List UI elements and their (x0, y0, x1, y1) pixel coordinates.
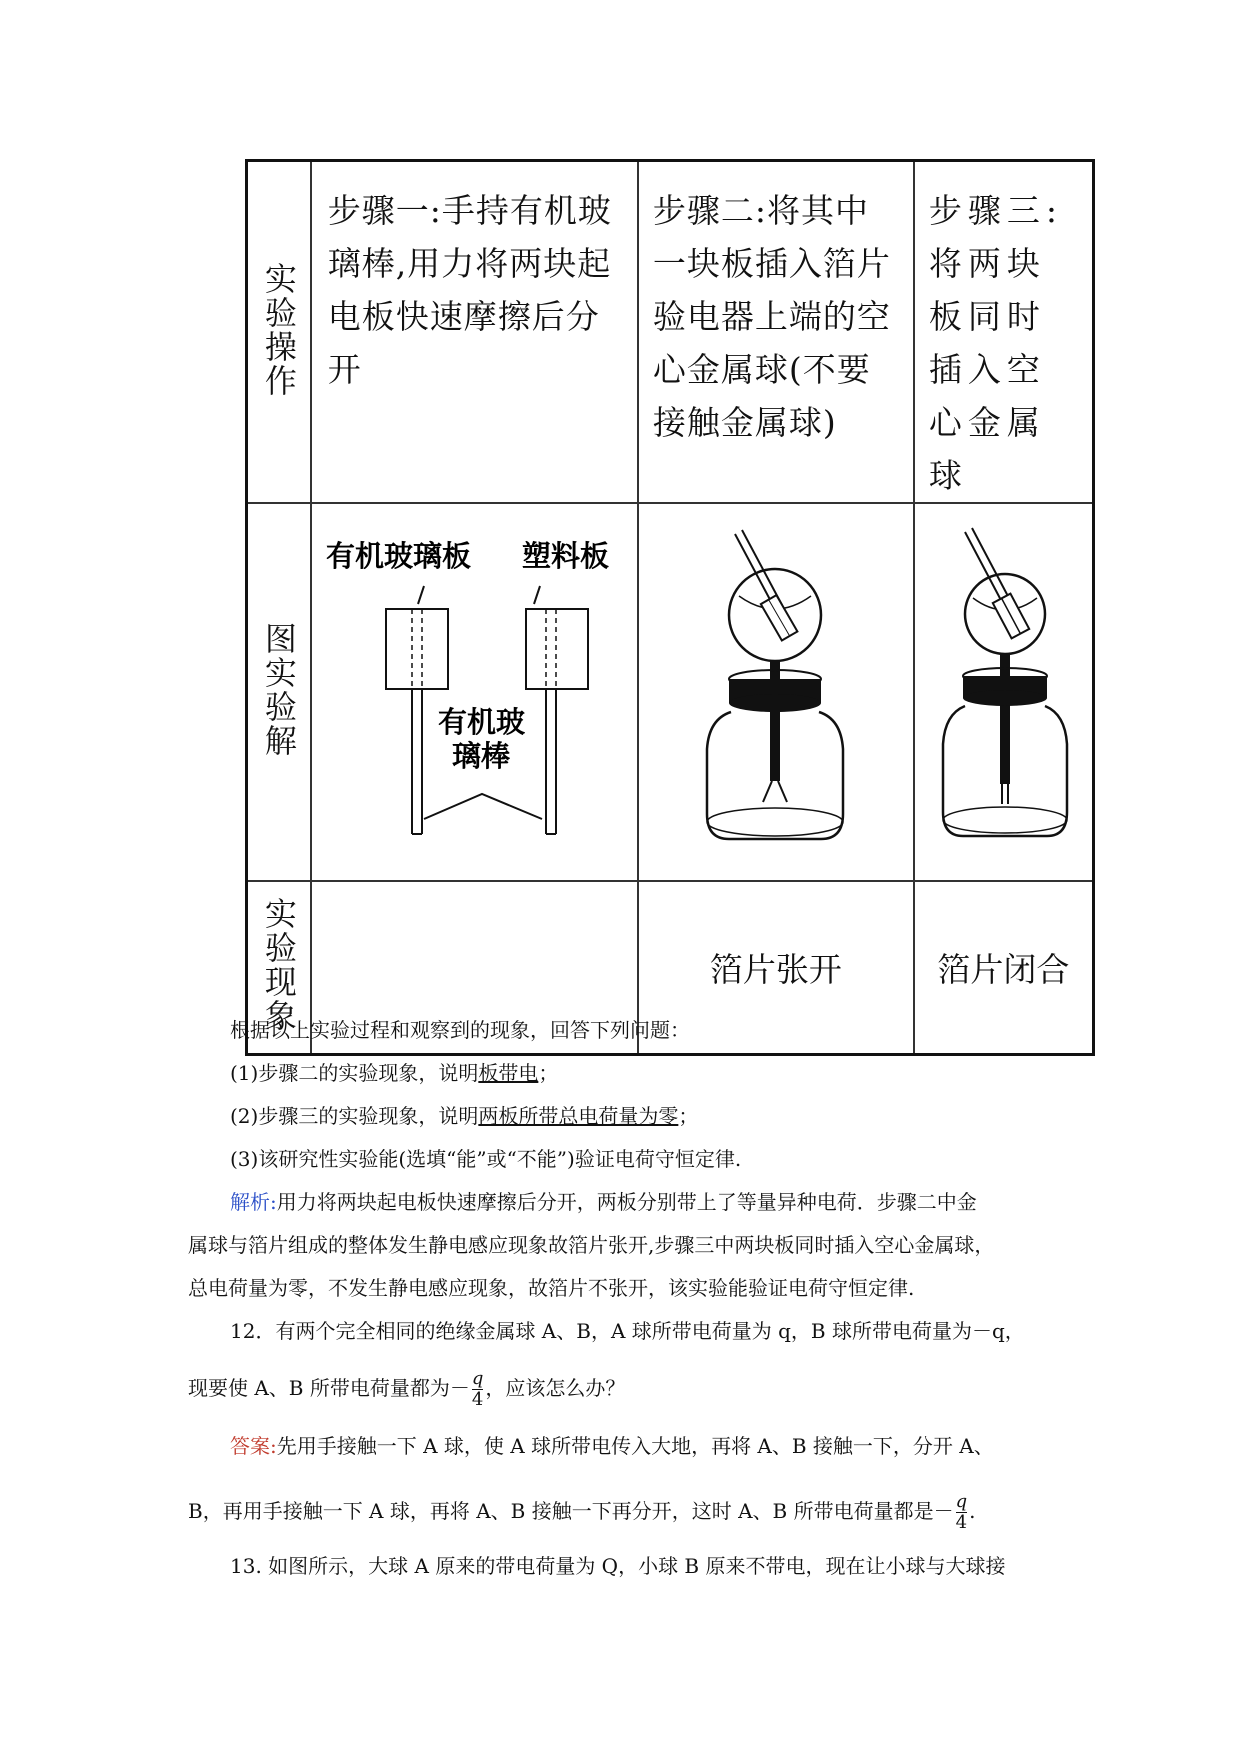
table-row-figure (247, 503, 1094, 881)
figure-plates-cell (311, 503, 638, 881)
step2-text: 步骤二:将其中一块板插入箔片验电器上端的空心金属球(不要接触金属球) (652, 191, 891, 442)
step2-cell (638, 161, 914, 504)
fraction-q-over-4: $\frac{q}{4}$ (471, 1368, 484, 1410)
step1-cell (311, 161, 638, 504)
analysis-line-3: 总电荷量为零，不发生静电感应现象，故箔片不张开，该实验能验证电荷守恒定律. (188, 1276, 915, 1300)
question-13-line-1: 13. 如图所示，大球 A 原来的带电荷量为 Q，小球 B 原来不带电，现在让小球与大球接 (230, 1554, 1006, 1578)
rod-label-line1: 有机玻 (437, 705, 525, 739)
row-header-figure: 图实验解 (247, 503, 311, 881)
plate2-label: 塑料板 (521, 539, 609, 573)
rod-label-line2: 璃棒 (451, 739, 510, 773)
step3-text: 步骤三:将两块板同时插入空心金属球 (928, 191, 1063, 495)
plates-and-rods-figure (312, 504, 638, 880)
analysis-line-2: 属球与箔片组成的整体发生静电感应现象故箔片张开,步骤三中两块板同时插入空心金属球， (188, 1233, 995, 1257)
question-12-line-1: 12．有两个完全相同的绝缘金属球 A、B，A 球所带电荷量为 q，B 球所带电荷量为－q， (230, 1319, 1025, 1343)
answer-line-1: 答案:先用手接触一下 A 球，使 A 球所带电传入大地，再将 A、B 接触一下，分开 A、 (230, 1434, 994, 1458)
experiment-table (245, 159, 1095, 1056)
question-3: (3)该研究性实验能(选填“能”或“不能”)验证电荷守恒定律. (230, 1147, 742, 1171)
phenomenon3-text: 箔片闭合 (937, 949, 1070, 989)
electroscope-figure-step2 (639, 504, 914, 880)
figure-electroscope-two-plates-cell (914, 503, 1094, 881)
left-plate (386, 609, 448, 689)
plate1-label: 有机玻璃板 (325, 539, 471, 573)
figure-electroscope-one-plate-cell (638, 503, 914, 881)
row-header-operation: 实验操作 (247, 161, 311, 504)
step3-cell (914, 161, 1094, 504)
question-12-line-2: 现要使 A、B 所带电荷量都为－ $\frac{q}{4}$ ，应该怎么办？ (188, 1368, 626, 1410)
analysis-line-1: 解析:用力将两块起电板快速摩擦后分开，两板分别带上了等量异种电荷．步骤二中金 (230, 1190, 977, 1214)
phenomenon2-text: 箔片张开 (709, 949, 842, 989)
answer-label: 答案: (230, 1434, 277, 1458)
question-1-answer: 板带电 (478, 1061, 539, 1085)
row-header-phenomenon: 实验现象 (247, 881, 311, 1054)
question-2: (2)步骤三的实验现象，说明两板所带总电荷量为零； (230, 1104, 699, 1128)
fraction-q-over-4: $\frac{q}{4}$ (955, 1491, 968, 1533)
phenomenon3-cell (914, 881, 1094, 1054)
answer-line-2: B，再用手接触一下 A 球，再将 A、B 接触一下再分开，这时 A、B 所带电荷量都是－ $\frac{q}{4}$ . (188, 1491, 976, 1533)
intro-text: 根据以上实验过程和观察到的现象，回答下列问题： (230, 1018, 690, 1042)
question-2-answer: 两板所带总电荷量为零 (478, 1104, 679, 1128)
table-row-operation (247, 161, 1094, 504)
right-plate (526, 609, 588, 689)
electroscope-figure-step3 (915, 504, 1094, 880)
analysis-label: 解析: (230, 1190, 277, 1214)
question-1: (1)步骤二的实验现象，说明板带电； (230, 1061, 559, 1085)
step1-text: 步骤一:手持有机玻璃棒,用力将两块起电板快速摩擦后分开 (327, 191, 612, 389)
